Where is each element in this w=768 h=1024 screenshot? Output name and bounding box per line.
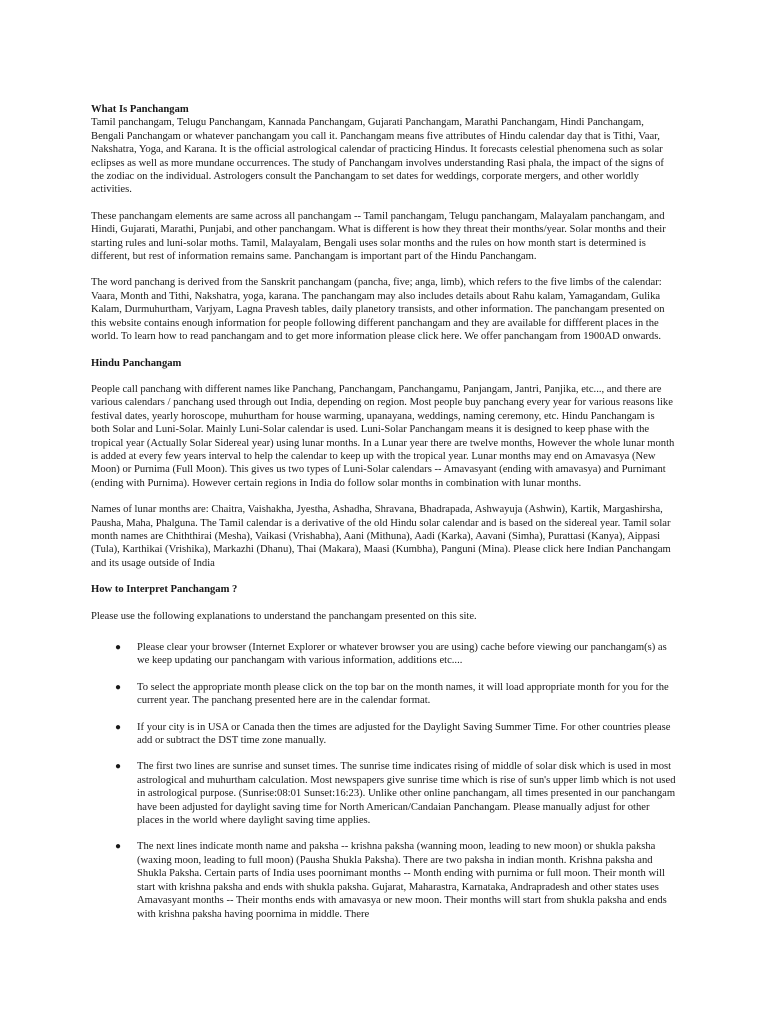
paragraph-interpret-intro: Please use the following explanations to understand the panchangam presented on this site. <box>91 610 477 622</box>
list-item <box>91 721 676 748</box>
list-item-text: The next lines indicate month name and paksha -- krishna paksha (wanning moon, leading to new moon) or shukla paksha (waxing moon, leading to full moon) (Pausha Shukla Paksha). There are two paksha in indian month. Krishna paksha and Shukla Paksha. Certain parts of India uses poornimant months -- Month ending with purnima or full moon. Their month will start with krishna paksha and ends with shukla paksha. Gujarat, Maharastra, Karnataka, Andrapradesh and other states uses Amavasyant months -- Their months ends with amavasya or new moon. Their months will start from shukla paksha and ends with krishna paksha having poornima in middle. There <box>137 841 667 920</box>
list-item <box>91 641 676 668</box>
list-item-text: The first two lines are sunrise and sunset times. The sunrise time indicates rising of middle of solar disk which is used in most astrological and muhurtham calculation. Most newspapers give sunrise time which is rise of sun's upper limb which is not used in astrological purpose. (Sunrise:08:01 Sunset:16:23). Unlike other online panchangam, all times presented in our panchangam have been adjusted for daylight saving time for North American/Candaian Panchangam. Please manually adjust for other places in the world where daylight saving time applies. <box>137 761 676 827</box>
paragraph-what-is-3: The word panchang is derived from the Sanskrit panchangam (pancha, five; anga, limb), which refers to the five limbs of the calendar: Vaara, Month and Tithi, Nakshatra, yoga, karana. The panchangam may also includes details about Rahu kalam, Yamagandam, Gulika Kalam, Durmuhurtham, Varjyam, Lagna Pravesh tables, daily planetory transists, and other information. The panchangam presented on this website contains enough information for people following different panchangam and they are available for diffferent places in the world. To learn how to read panchangam and to get more information please click here. We offer panchangam from 1900AD onwards. <box>91 277 665 343</box>
bullet-icon: ● <box>115 721 122 733</box>
list-item-text: To select the appropriate month please click on the top bar on the month names, it will load appropriate month for you for the current year. The panchang presented here are in the calendar format. <box>137 681 669 707</box>
list-item-text: Please clear your browser (Internet Explorer or whatever browser you are using) cache before viewing our panchangam(s) as we keep updating our panchangam with various information, additions etc.... <box>137 642 667 667</box>
bullet-icon: ● <box>115 761 122 773</box>
list-item-text: If your city is in USA or Canada then the times are adjusted for the Daylight Saving Summer Time. For other countries please add or subtract the DST time zone manually. <box>137 721 671 747</box>
interpret-list <box>91 641 676 921</box>
heading-how-to-interpret: How to Interpret Panchangam ? <box>91 584 238 596</box>
paragraph-hindu-1: People call panchang with different names like Panchang, Panchangam, Panchangamu, Panjangam, Jantri, Panjika, etc..., and there are various calendars / panchang used through out India, depending on region. Most people buy panchang every year for various reasons like festival dates, yearly horoscope, muhurtham for house warming, upanayana, weddings, naming ceremony, etc. Hindu Panchangam is both Solar and Luni-Solar. Mainly Luni-Solar calendar is used. Luni-Solar Panchangam means it is designed to keep phase with the tropical year (Actually Solar Sidereal year) using lunar months. In a Lunar year there are twelve months, However the whole lunar month is added at every few years interval to help the calendar to keep up with the tropical year. Lunar months may end on Amavasya (New Moon) or Purnima (Full Moon). This gives us two types of Luni-Solar calendars -- Amavasyant (ending with amavasya) and Purnimant (ending with Purnima). However certain regions in India do follow solar months in combination with lunar months. <box>91 383 675 489</box>
paragraph-hindu-2: Names of lunar months are: Chaitra, Vaishakha, Jyestha, Ashadha, Shravana, Bhadrapada, Ashwayuja (Ashwin), Kartik, Margashirsha, Pausha, Maha, Phalguna. The Tamil calendar is a derivative of the old Hindu solar calendar and is based on the sidereal year. Tamil solar month names are Chiththirai (Mesha), Vaikasi (Vrishabha), Aani (Mithuna), Aadi (Karka), Aavani (Simha), Purattasi (Kanya), Aippasi (Tula), Karthikai (Vrishika), Markazhi (Dhanu), Thai (Makara), Maasi (Kumbha), Panguni (Mina). Please click here Indian Panchangam and its usage outside of India <box>91 504 671 569</box>
heading-what-is-panchangam: What Is Panchangam <box>91 104 189 115</box>
document-page <box>91 103 676 934</box>
paragraph-what-is-2: These panchangam elements are same across all panchangam -- Tamil panchangam, Telugu panchangam, Malayalam panchangam, and Hindi, Gujarati, Marathi, Punjabi, and other panchangam. What is different is how they threat their months/year. Solar months and their starting rules and luni-solar moths. Tamil, Malayalam, Bengali uses solar months and the rules on how month start is determined is different, but rest of information remains same. Panchangam is important part of the Hindu Panchangam. <box>91 210 666 263</box>
list-item <box>91 760 676 827</box>
heading-hindu-panchangam: Hindu Panchangam <box>91 357 182 369</box>
list-item <box>91 681 676 708</box>
list-item <box>91 840 676 920</box>
paragraph-what-is-1: Tamil panchangam, Telugu Panchangam, Kannada Panchangam, Gujarati Panchangam, Marathi Panchangam, Hindi Panchangam, Bengali Panchangam or whatever panchangam you call it. Panchangam means five attributes of Hindu calendar day that is Tithi, Vaar, Nakshatra, Yoga, and Karana. It is the official astrological calendar of practicing Hindus. It forecasts celestial phenomena such as solar eclipses as well as more mundane occurrences. The study of Panchangam involves understanding Rasi phala, the impact of the signs of the zodiac on the individual. Astrologers consult the Panchangam to set dates for weddings, corporate mergers, and other worldly activities. <box>91 117 664 196</box>
bullet-icon: ● <box>115 681 122 693</box>
bullet-icon: ● <box>115 642 122 653</box>
bullet-icon: ● <box>115 841 122 853</box>
